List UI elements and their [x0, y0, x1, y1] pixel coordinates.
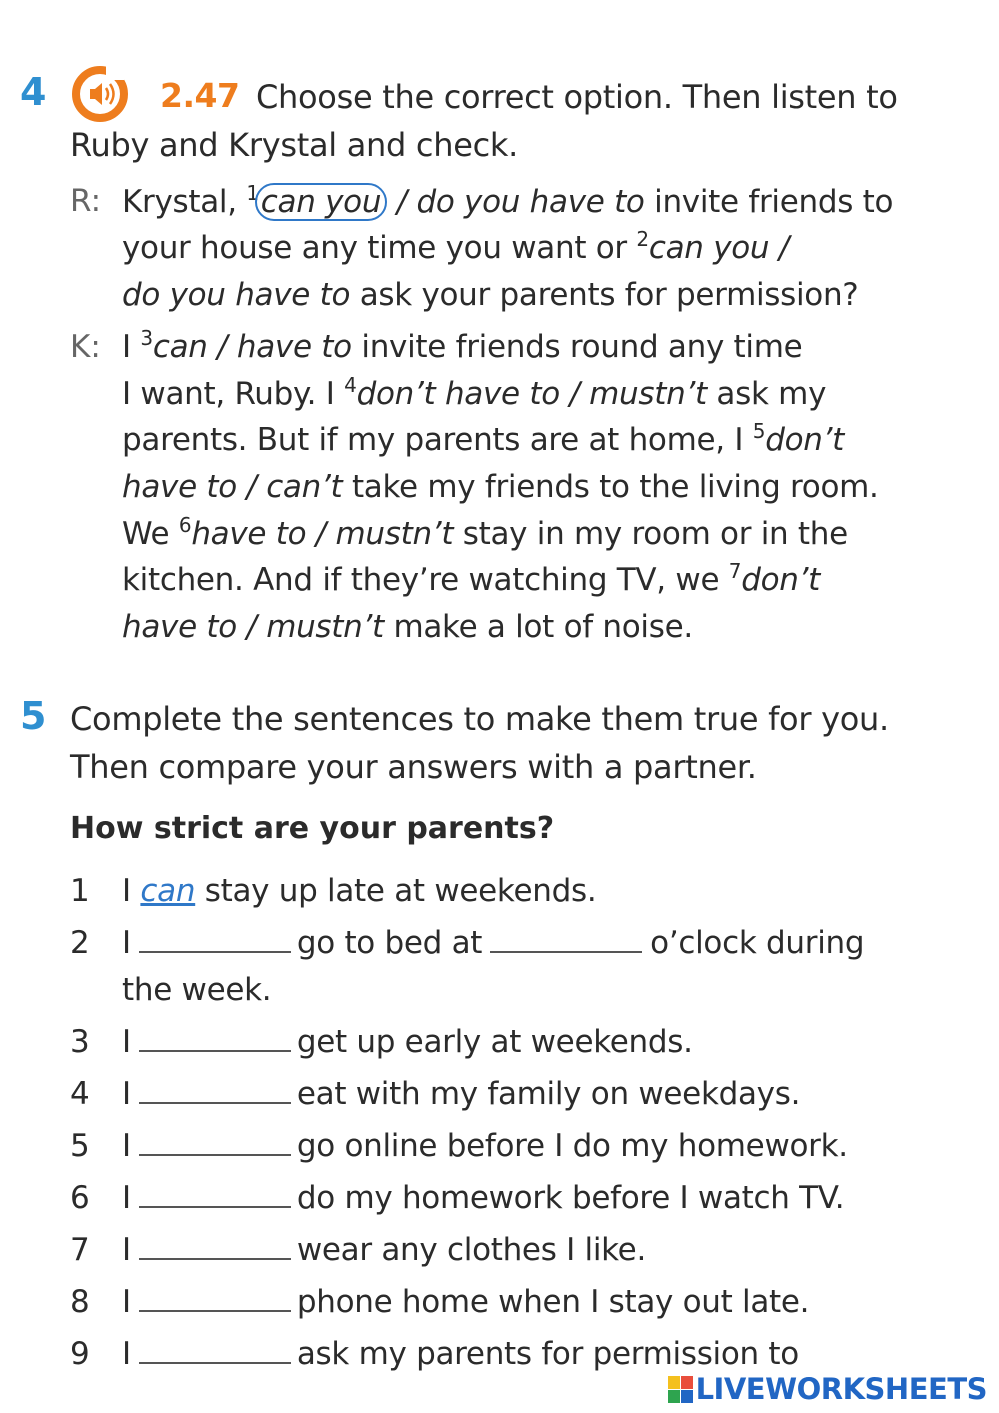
text: eat with my family on weekdays. [296, 1076, 801, 1112]
gap-number-4: 4 [344, 373, 357, 397]
item-number: 8 [70, 1284, 90, 1320]
logo-text: LIVEWORKSHEETS [695, 1372, 987, 1406]
gap-number-1: 1 [246, 181, 259, 205]
text: invite friends to [644, 184, 894, 220]
text: phone home when I stay out late. [296, 1284, 810, 1320]
item-number: 9 [70, 1336, 90, 1372]
text: o’clock during [650, 925, 865, 961]
option-2b[interactable]: do you have to [122, 277, 351, 313]
text: ask your parents for permission? [350, 277, 859, 313]
item-number: 2 [70, 925, 90, 961]
text: go to bed at [296, 925, 483, 961]
sentence-item-9 [70, 1336, 799, 1372]
text: I [122, 1180, 131, 1216]
dialogue-line-r3 [122, 277, 858, 313]
text: ask my parents for permission to [296, 1336, 799, 1372]
dialogue-line-k2 [122, 373, 827, 412]
item-number: 1 [70, 873, 90, 909]
liveworksheets-logo [668, 1372, 987, 1406]
answer-blank[interactable] [139, 1234, 291, 1260]
text: I want, Ruby. I [122, 376, 345, 412]
answer-blank[interactable] [139, 1338, 291, 1364]
exercise-4-number: 4 [20, 70, 47, 114]
dialogue-line-k6 [122, 559, 821, 598]
text: wear any clothes I like. [296, 1232, 647, 1268]
option-1a-selected[interactable]: can you [255, 183, 387, 221]
exercise-4-instruction: Choose the correct option. Then listen to Ruby and Krystal and check. [70, 78, 898, 164]
text: go online before I do my homework. [296, 1128, 848, 1164]
text: I [122, 1128, 131, 1164]
text: ask my [706, 376, 827, 412]
speaker-krystal: K: [70, 329, 101, 365]
sentence-item-2-continued: the week. [122, 972, 272, 1008]
logo-icon [668, 1376, 693, 1403]
dialogue-line-k7 [122, 609, 693, 645]
option-6[interactable]: have to / mustn’t [191, 516, 454, 552]
option-5a[interactable]: don’t [765, 422, 845, 458]
text: I [122, 1284, 131, 1320]
track-number: 2.47 [160, 76, 240, 115]
gap-number-6: 6 [178, 513, 192, 537]
text: Krystal, [122, 184, 247, 220]
item-number: 4 [70, 1076, 90, 1112]
gap-number-5: 5 [752, 419, 766, 443]
text: make a lot of noise. [383, 609, 693, 645]
text: your house any time you want or [122, 230, 637, 266]
text: parents. But if my parents are at home, I [122, 422, 753, 458]
text: I [122, 329, 141, 365]
text: get up early at weekends. [296, 1024, 693, 1060]
option-3[interactable]: can / have to [152, 329, 352, 365]
sentence-item-2 [70, 925, 864, 961]
text: take my friends to the living room. [342, 469, 879, 505]
dialogue-line-k4 [122, 469, 879, 505]
dialogue-line-r2 [122, 227, 789, 266]
gap-number-3: 3 [140, 326, 153, 350]
sentence-item-4 [70, 1076, 800, 1112]
exercise-5-number: 5 [20, 694, 47, 738]
text: I [122, 1336, 131, 1372]
answer-blank[interactable] [139, 927, 291, 953]
sentence-item-8 [70, 1284, 809, 1320]
dialogue-line-r1 [122, 183, 893, 221]
exercise-5-instruction: Complete the sentences to make them true for you. Then compare your answers with a partner. [70, 700, 889, 786]
text: I [122, 925, 131, 961]
answer-blank[interactable] [139, 1078, 291, 1104]
answer-blank[interactable] [139, 1286, 291, 1312]
answer-blank[interactable] [490, 927, 642, 953]
answer-blank[interactable] [139, 1026, 291, 1052]
sentence-item-7 [70, 1232, 646, 1268]
dialogue-line-k5 [122, 513, 848, 552]
option-7a[interactable]: don’t [741, 562, 821, 598]
text: I [122, 1024, 131, 1060]
gap-number-7: 7 [728, 559, 742, 583]
item-number: 3 [70, 1024, 90, 1060]
speaker-ruby: R: [70, 183, 102, 219]
text: I [122, 873, 141, 909]
text: invite friends round any time [351, 329, 803, 365]
sentence-item-5 [70, 1128, 848, 1164]
text: stay in my room or in the [453, 516, 848, 552]
option-7b[interactable]: have to / mustn’t [122, 609, 384, 645]
text: We [122, 516, 179, 552]
text: stay up late at weekends. [195, 873, 597, 909]
sentence-item-6 [70, 1180, 844, 1216]
sentence-item-1 [70, 873, 596, 909]
gap-number-2: 2 [636, 227, 649, 251]
answer-blank[interactable] [139, 1130, 291, 1156]
dialogue-line-k3 [122, 419, 845, 458]
example-answer: can [140, 873, 196, 909]
section-heading: How strict are your parents? [70, 811, 555, 846]
text: I [122, 1232, 131, 1268]
sentence-item-3 [70, 1024, 693, 1060]
text: kitchen. And if they’re watching TV, we [122, 562, 729, 598]
answer-blank[interactable] [139, 1182, 291, 1208]
dialogue-line-k1 [122, 326, 803, 365]
option-5b[interactable]: have to / can’t [122, 469, 343, 505]
text: I [122, 1076, 131, 1112]
option-4[interactable]: don’t have to / mustn’t [356, 376, 707, 412]
option-2[interactable]: can you / [648, 230, 789, 266]
item-number: 5 [70, 1128, 90, 1164]
option-1b[interactable]: / do you have to [387, 184, 645, 220]
text: do my homework before I watch TV. [296, 1180, 845, 1216]
item-number: 6 [70, 1180, 90, 1216]
item-number: 7 [70, 1232, 90, 1268]
